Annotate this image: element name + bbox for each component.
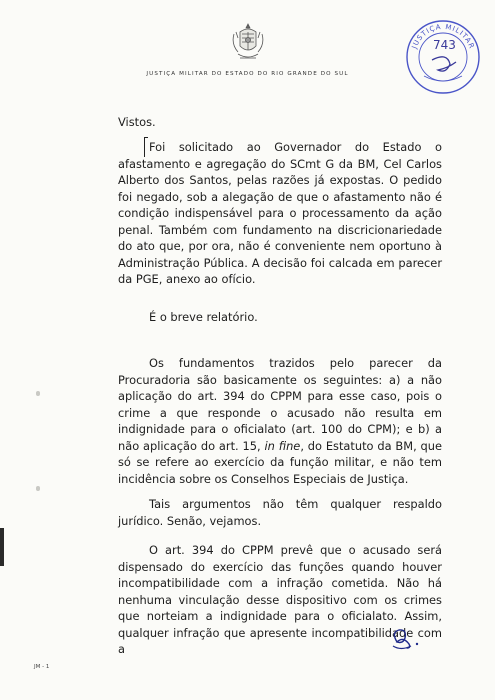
stamp-number: 743 <box>433 38 456 52</box>
paragraph-3 <box>118 496 442 529</box>
official-stamp-icon <box>402 16 484 98</box>
handwritten-initials-icon <box>387 624 423 652</box>
paragraph-2 <box>118 355 442 487</box>
paragraph-1 <box>118 139 442 288</box>
paragraph-2-text-a: Os fundamentos trazidos pelo parecer da Procuradoria são basicamente os seguintes: a) a não aplicação do art. 394 do CPPM para esse caso, pois o crime a que responde o acusado não resulta em indignidade para o oficialato (art. 100 do CPM); e b) a não aplicação do art. 15, <box>118 356 442 453</box>
coat-of-arms-icon <box>228 20 268 64</box>
margin-punch-mark <box>36 391 40 396</box>
court-header-title: JUSTIÇA MILITAR DO ESTADO DO RIO GRANDE DO SUL <box>146 71 349 77</box>
paragraph-2-text-b: , do Estatuto da BM, que só se refere ao exercício da função militar, e não tem incidência sobre os Conselhos Especiais de Justiça. <box>118 438 443 486</box>
paragraph-2-italic: in fine <box>264 438 301 453</box>
relatorio-line <box>118 309 442 326</box>
footer-form-code: JM - 1 <box>34 664 50 670</box>
vistos-line: Vistos. <box>118 115 156 129</box>
paragraph-1-text: Foi solicitado ao Governador do Estado o afastamento e agregação do SCmt G da BM, Cel Carlos Alberto dos Santos, pelas razões já expostas. O pedido foi negado, sob a alegação de que o afastamento não é condição indispensável para o processamento da ação penal. Também com fundamento na discricionariedade do ato que, por ora, não é conveniente nem oportuno à Administração Pública. A decisão foi calcada em parecer da PGE, anexo ao ofício. <box>118 140 442 286</box>
paragraph-3-text: Tais argumentos não têm qualquer respaldo jurídico. Senão, vejamos. <box>118 497 442 528</box>
relatorio-text: É o breve relatório. <box>149 310 258 324</box>
paragraph-4-text: O art. 394 do CPPM prevê que o acusado será dispensado do exercício das funções quando houver incompatibilidade com a infração cometida. Não há nenhuma vinculação desse dispositivo com os crimes que norteiam a indignidade para o oficialato. Assim, qualquer infração que apresente incompatibilidade com a <box>118 543 442 656</box>
margin-punch-mark <box>36 486 40 491</box>
stamp-text: JUSTIÇA MILITAR <box>410 22 476 51</box>
scan-edge-bar <box>0 528 4 566</box>
